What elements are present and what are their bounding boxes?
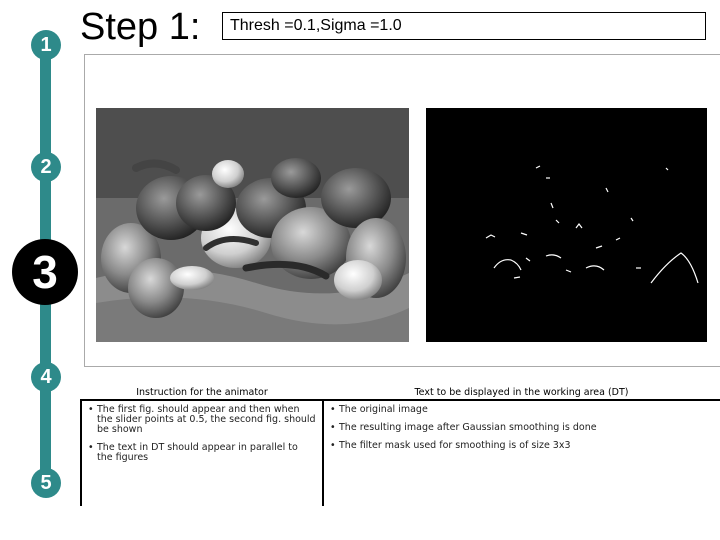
display-text-cell (323, 400, 720, 506)
step-4-marker[interactable] (31, 362, 61, 392)
instruction-item: • The first fig. should appear and then when the slider points at 0.5, the second fig. should be shown (88, 405, 316, 435)
step-2-marker[interactable] (31, 152, 61, 182)
edge-detection-image (426, 108, 707, 342)
page-title: Step 1: (80, 6, 201, 48)
display-text-item: • The resulting image after Gaussian smoothing is done (330, 423, 714, 433)
step-3-number: 3 (32, 246, 58, 298)
step-5-number: 5 (40, 471, 52, 494)
animator-instructions-table (80, 385, 720, 506)
step-5-marker[interactable] (31, 468, 61, 498)
left-column-header: Instruction for the animator (81, 385, 323, 400)
step-1-number: 1 (40, 33, 52, 56)
display-text-item: • The original image (330, 405, 714, 415)
step-2-number: 2 (40, 155, 52, 178)
thresh-sigma-label: Thresh =0.1,Sigma =1.0 (222, 12, 706, 40)
display-text-item: • The filter mask used for smoothing is of size 3x3 (330, 441, 714, 451)
instruction-item: • The text in DT should appear in parallel to the figures (88, 443, 316, 463)
step-3-marker[interactable] (12, 239, 78, 305)
step-1-marker[interactable] (31, 30, 61, 60)
original-image (96, 108, 409, 342)
step-4-number: 4 (40, 365, 52, 388)
animator-instructions-cell (81, 400, 323, 506)
right-column-header: Text to be displayed in the working area (DT) (323, 385, 720, 400)
